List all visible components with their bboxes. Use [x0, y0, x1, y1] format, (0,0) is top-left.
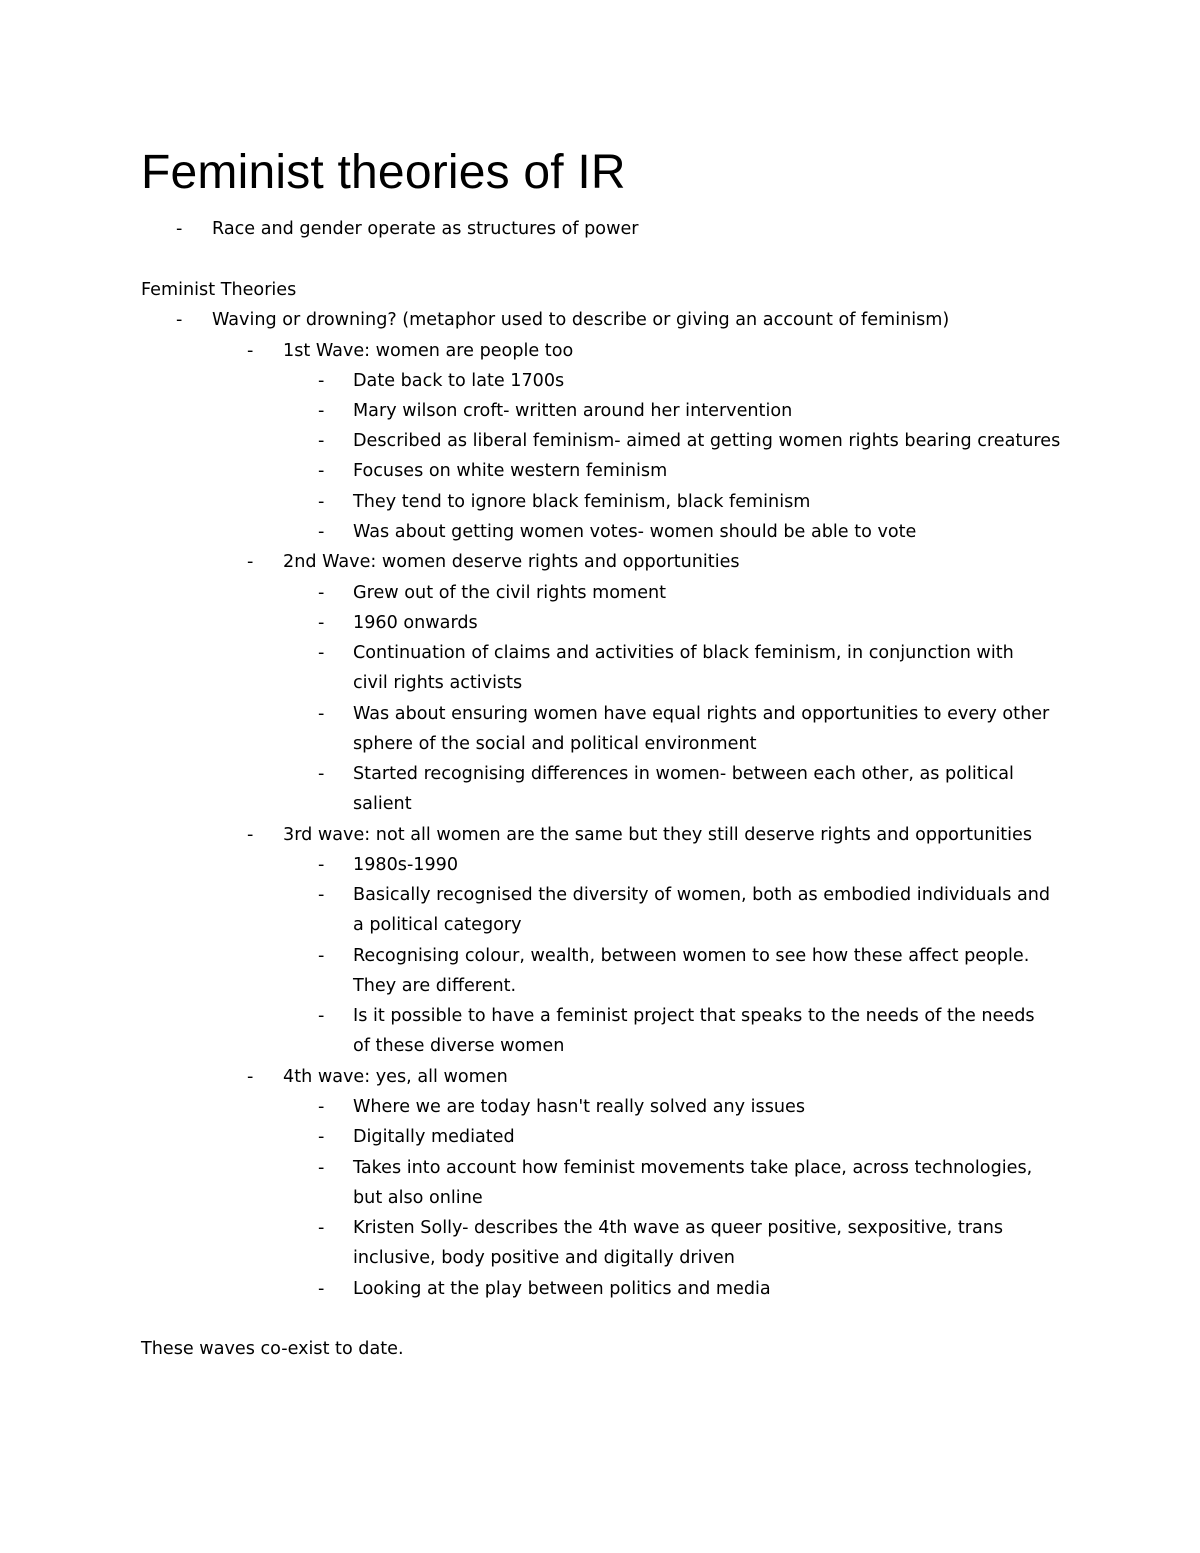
list-item: Grew out of the civil rights moment	[353, 583, 667, 603]
bullet-dash: -	[318, 461, 325, 481]
bullet-dash: -	[318, 885, 325, 905]
list-item: Looking at the play between politics and media	[353, 1279, 771, 1299]
wave-heading: 3rd wave: not all women are the same but they still deserve rights and opportunities	[283, 825, 1033, 845]
list-item: Basically recognised the diversity of women, both as embodied individuals and a political category	[353, 885, 1051, 935]
list-item: Date back to late 1700s	[353, 371, 565, 391]
bullet-dash: -	[318, 1218, 325, 1238]
bullet-dash: -	[318, 1279, 325, 1299]
bullet-dash: -	[318, 371, 325, 391]
bullet-dash: -	[318, 855, 325, 875]
section-heading: Feminist Theories	[141, 280, 297, 300]
bullet-dash: -	[247, 552, 254, 572]
bullet-dash: -	[318, 613, 325, 633]
list-item: Recognising colour, wealth, between women to see how these affect people. They are different.	[353, 946, 1030, 996]
bullet-dash: -	[318, 401, 325, 421]
bullet-dash: -	[318, 1158, 325, 1178]
list-item: 1960 onwards	[353, 613, 478, 633]
list-item: They tend to ignore black feminism, black feminism	[353, 492, 811, 512]
closing-text: These waves co-exist to date.	[141, 1339, 404, 1359]
list-item: Digitally mediated	[353, 1127, 515, 1147]
list-item: Was about ensuring women have equal rights and opportunities to every other sphere of the social and political environment	[353, 704, 1050, 754]
bullet-dash: -	[247, 825, 254, 845]
intro-bullet: Race and gender operate as structures of power	[212, 219, 639, 239]
bullet-dash: -	[318, 704, 325, 724]
bullet-dash: -	[318, 583, 325, 603]
wave-heading: 4th wave: yes, all women	[283, 1067, 508, 1087]
list-item: Was about getting women votes- women should be able to vote	[353, 522, 917, 542]
bullet-dash: -	[318, 492, 325, 512]
wave-heading: 1st Wave: women are people too	[283, 341, 574, 361]
list-item: Described as liberal feminism- aimed at getting women rights bearing creatures	[353, 431, 1061, 451]
bullet-dash: -	[176, 310, 183, 330]
bullet-dash: -	[247, 1067, 254, 1087]
list-item: Mary wilson croft- written around her intervention	[353, 401, 793, 421]
bullet-dash: -	[318, 764, 325, 784]
list-item: Where we are today hasn't really solved any issues	[353, 1097, 806, 1117]
bullet-dash: -	[318, 522, 325, 542]
bullet-dash: -	[318, 1127, 325, 1147]
list-item: Focuses on white western feminism	[353, 461, 668, 481]
list-item-level1: Waving or drowning? (metaphor used to describe or giving an account of feminism)	[212, 310, 950, 330]
bullet-dash: -	[176, 219, 183, 239]
list-item: Kristen Solly- describes the 4th wave as queer positive, sexpositive, trans inclusive, body positive and digitally driven	[353, 1218, 1004, 1268]
bullet-dash: -	[318, 946, 325, 966]
wave-heading: 2nd Wave: women deserve rights and opportunities	[283, 552, 740, 572]
list-item: 1980s-1990	[353, 855, 459, 875]
list-item: Takes into account how feminist movements take place, across technologies, but also online	[353, 1158, 1033, 1208]
bullet-dash: -	[318, 1097, 325, 1117]
list-item: Is it possible to have a feminist project that speaks to the needs of the needs of these diverse women	[353, 1006, 1035, 1056]
list-item: Started recognising differences in women- between each other, as political salient	[353, 764, 1014, 814]
bullet-dash: -	[247, 341, 254, 361]
bullet-dash: -	[318, 643, 325, 663]
bullet-dash: -	[318, 1006, 325, 1026]
page-title: Feminist theories of IR	[141, 146, 626, 199]
bullet-dash: -	[318, 431, 325, 451]
list-item: Continuation of claims and activities of black feminism, in conjunction with civil rights activists	[353, 643, 1014, 693]
